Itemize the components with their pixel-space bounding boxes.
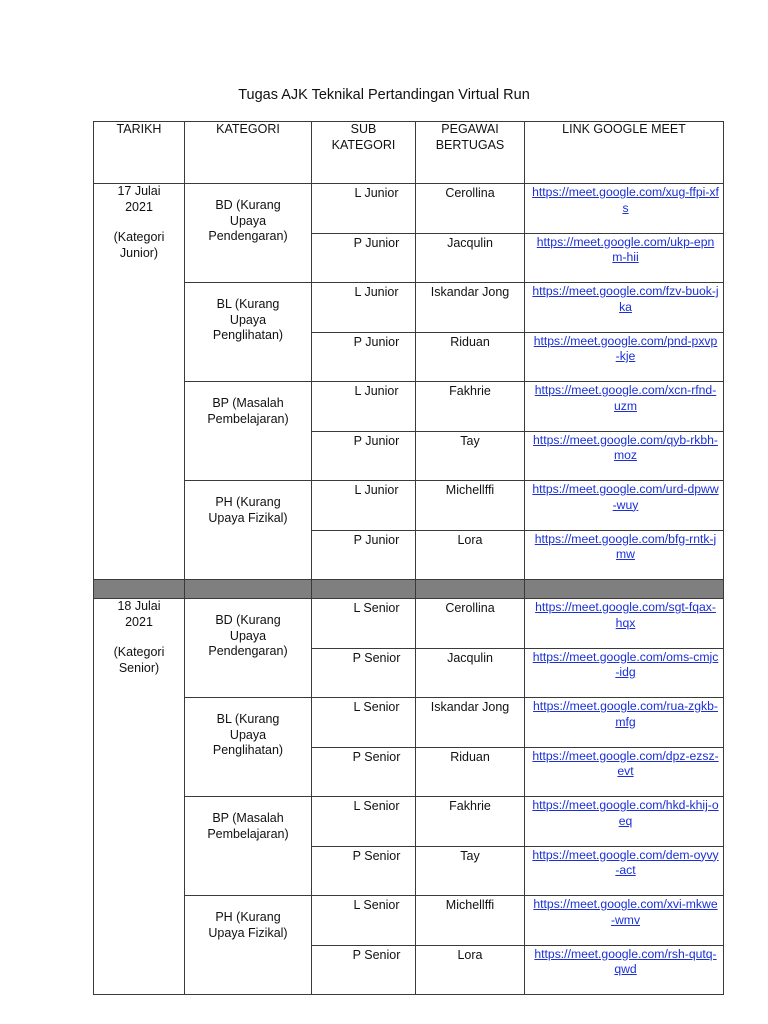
header-link: LINK GOOGLE MEET xyxy=(525,122,724,184)
kategori-text: Upaya Fizikal) xyxy=(208,925,288,940)
kategori-text: PH (Kurang xyxy=(215,495,281,509)
pegawai-cell: Iskandar Jong xyxy=(416,283,525,333)
pegawai-cell: Lora xyxy=(416,530,525,580)
kategori-text: Upaya xyxy=(229,727,267,742)
kategori-text: BP (Masalah xyxy=(212,811,284,825)
kategori-cell xyxy=(185,599,312,698)
pegawai-cell: Iskandar Jong xyxy=(416,698,525,748)
link-cell xyxy=(525,846,724,896)
header-pegawai xyxy=(416,122,525,184)
google-meet-link[interactable]: https://meet.google.com/ukp-epnm-hii xyxy=(536,234,715,264)
link-cell xyxy=(525,599,724,649)
date-category-text: (Kategori xyxy=(113,645,165,659)
kategori-text: BD (Kurang xyxy=(215,198,281,212)
google-meet-link[interactable]: https://meet.google.com/fzv-buok-jka xyxy=(532,284,719,314)
google-meet-link[interactable]: https://meet.google.com/urd-dpww-wuy xyxy=(532,482,719,512)
link-cell xyxy=(525,797,724,847)
link-cell xyxy=(525,530,724,580)
link-cell xyxy=(525,332,724,382)
sub-kategori-cell: P Senior xyxy=(312,648,416,698)
sub-kategori-cell: L Junior xyxy=(312,283,416,333)
link-cell xyxy=(525,283,724,333)
kategori-text: Pendengaran) xyxy=(208,644,288,658)
pegawai-cell: Jacqulin xyxy=(416,648,525,698)
google-meet-link[interactable]: https://meet.google.com/sgt-fqax-hqx xyxy=(535,600,716,630)
divider-cell xyxy=(416,580,525,599)
table-row xyxy=(94,599,724,649)
pegawai-cell: Fakhrie xyxy=(416,797,525,847)
sub-kategori-cell: L Senior xyxy=(312,698,416,748)
kategori-cell xyxy=(185,283,312,382)
date-text: 18 Julai xyxy=(117,599,161,613)
divider-cell xyxy=(525,580,724,599)
table-row xyxy=(94,698,724,748)
table-row xyxy=(94,184,724,234)
kategori-cell xyxy=(185,481,312,580)
pegawai-cell: Jacqulin xyxy=(416,233,525,283)
header-kategori: KATEGORI xyxy=(185,122,312,184)
link-cell xyxy=(525,481,724,531)
header-tarikh: TARIKH xyxy=(94,122,185,184)
link-cell xyxy=(525,382,724,432)
header-pegawai-line1: PEGAWAI xyxy=(441,122,499,136)
pegawai-cell: Michellffi xyxy=(416,481,525,531)
divider-cell xyxy=(312,580,416,599)
document-title: Tugas AJK Teknikal Pertandingan Virtual Run xyxy=(238,87,530,103)
kategori-cell xyxy=(185,698,312,797)
kategori-text: Upaya xyxy=(229,213,267,228)
kategori-cell xyxy=(185,382,312,481)
google-meet-link[interactable]: https://meet.google.com/xug-ffpi-xfs xyxy=(532,185,719,215)
date-category-text: Junior) xyxy=(119,245,159,260)
header-sub-kategori xyxy=(312,122,416,184)
sub-kategori-cell: L Junior xyxy=(312,481,416,531)
schedule-table xyxy=(93,121,724,995)
kategori-text: PH (Kurang xyxy=(215,910,281,924)
sub-kategori-cell: P Junior xyxy=(312,332,416,382)
sub-kategori-cell: L Senior xyxy=(312,599,416,649)
google-meet-link[interactable]: https://meet.google.com/rua-zgkb-mfg xyxy=(533,699,718,729)
divider-cell xyxy=(94,580,185,599)
pegawai-cell: Tay xyxy=(416,431,525,481)
link-cell xyxy=(525,648,724,698)
date-text: 17 Julai xyxy=(117,184,161,198)
google-meet-link[interactable]: https://meet.google.com/hkd-khij-oeq xyxy=(532,798,719,828)
sub-kategori-cell: P Junior xyxy=(312,530,416,580)
sub-kategori-cell: P Senior xyxy=(312,747,416,797)
table-row xyxy=(94,896,724,946)
link-cell xyxy=(525,184,724,234)
google-meet-link[interactable]: https://meet.google.com/qyb-rkbh-moz xyxy=(533,432,718,462)
kategori-text: BL (Kurang xyxy=(216,712,280,726)
table-row xyxy=(94,481,724,531)
date-cell xyxy=(94,184,185,580)
kategori-text: Penglihatan) xyxy=(212,743,284,757)
table-row xyxy=(94,283,724,333)
pegawai-cell: Riduan xyxy=(416,332,525,382)
kategori-cell xyxy=(185,184,312,283)
sub-kategori-cell: P Senior xyxy=(312,945,416,995)
kategori-text: BD (Kurang xyxy=(215,613,281,627)
google-meet-link[interactable]: https://meet.google.com/oms-cmjc-idg xyxy=(532,649,719,679)
date-text: 2021 xyxy=(125,199,153,214)
pegawai-cell: Cerollina xyxy=(416,184,525,234)
google-meet-link[interactable]: https://meet.google.com/dem-oyvy-act xyxy=(532,847,719,877)
kategori-text: Penglihatan) xyxy=(212,328,284,342)
date-spacer xyxy=(94,630,184,645)
header-sub-kategori-line1: SUB xyxy=(350,122,377,136)
kategori-text: Pendengaran) xyxy=(208,229,288,243)
divider-cell xyxy=(185,580,312,599)
header-row xyxy=(94,122,724,184)
kategori-text: Pembelajaran) xyxy=(207,826,289,841)
link-cell xyxy=(525,431,724,481)
pegawai-cell: Fakhrie xyxy=(416,382,525,432)
section-divider-row xyxy=(94,580,724,599)
link-cell xyxy=(525,945,724,995)
pegawai-cell: Tay xyxy=(416,846,525,896)
sub-kategori-cell: L Junior xyxy=(312,184,416,234)
date-category-text: Senior) xyxy=(118,660,160,675)
sub-kategori-cell: L Junior xyxy=(312,382,416,432)
header-sub-kategori-line2: KATEGORI xyxy=(331,137,396,152)
link-cell xyxy=(525,896,724,946)
date-spacer xyxy=(94,215,184,230)
kategori-text: BP (Masalah xyxy=(212,396,284,410)
google-meet-link[interactable]: https://meet.google.com/rsh-qutq-qwd xyxy=(534,946,717,976)
google-meet-link[interactable]: https://meet.google.com/xvi-mkwe-wmv xyxy=(533,897,718,927)
kategori-cell xyxy=(185,896,312,995)
header-pegawai-line2: BERTUGAS xyxy=(435,137,505,152)
sub-kategori-cell: P Junior xyxy=(312,233,416,283)
google-meet-link[interactable]: https://meet.google.com/xcn-rfnd-uzm xyxy=(534,383,717,413)
date-category-text: (Kategori xyxy=(113,230,165,244)
link-cell xyxy=(525,747,724,797)
kategori-text: Upaya Fizikal) xyxy=(208,510,288,525)
kategori-cell xyxy=(185,797,312,896)
kategori-text: Pembelajaran) xyxy=(207,411,289,426)
google-meet-link[interactable]: https://meet.google.com/bfg-rntk-jmw xyxy=(534,531,717,561)
table-row xyxy=(94,797,724,847)
date-text: 2021 xyxy=(125,614,153,629)
google-meet-link[interactable]: https://meet.google.com/pnd-pxvp-kje xyxy=(533,333,718,363)
sub-kategori-cell: L Senior xyxy=(312,896,416,946)
kategori-text: BL (Kurang xyxy=(216,297,280,311)
kategori-text: Upaya xyxy=(229,312,267,327)
pegawai-cell: Lora xyxy=(416,945,525,995)
link-cell xyxy=(525,233,724,283)
sub-kategori-cell: L Senior xyxy=(312,797,416,847)
kategori-text: Upaya xyxy=(229,628,267,643)
sub-kategori-cell: P Junior xyxy=(312,431,416,481)
link-cell xyxy=(525,698,724,748)
date-cell xyxy=(94,599,185,995)
table-row xyxy=(94,382,724,432)
pegawai-cell: Riduan xyxy=(416,747,525,797)
pegawai-cell: Michellffi xyxy=(416,896,525,946)
pegawai-cell: Cerollina xyxy=(416,599,525,649)
sub-kategori-cell: P Senior xyxy=(312,846,416,896)
google-meet-link[interactable]: https://meet.google.com/dpz-ezsz-evt xyxy=(532,748,719,778)
